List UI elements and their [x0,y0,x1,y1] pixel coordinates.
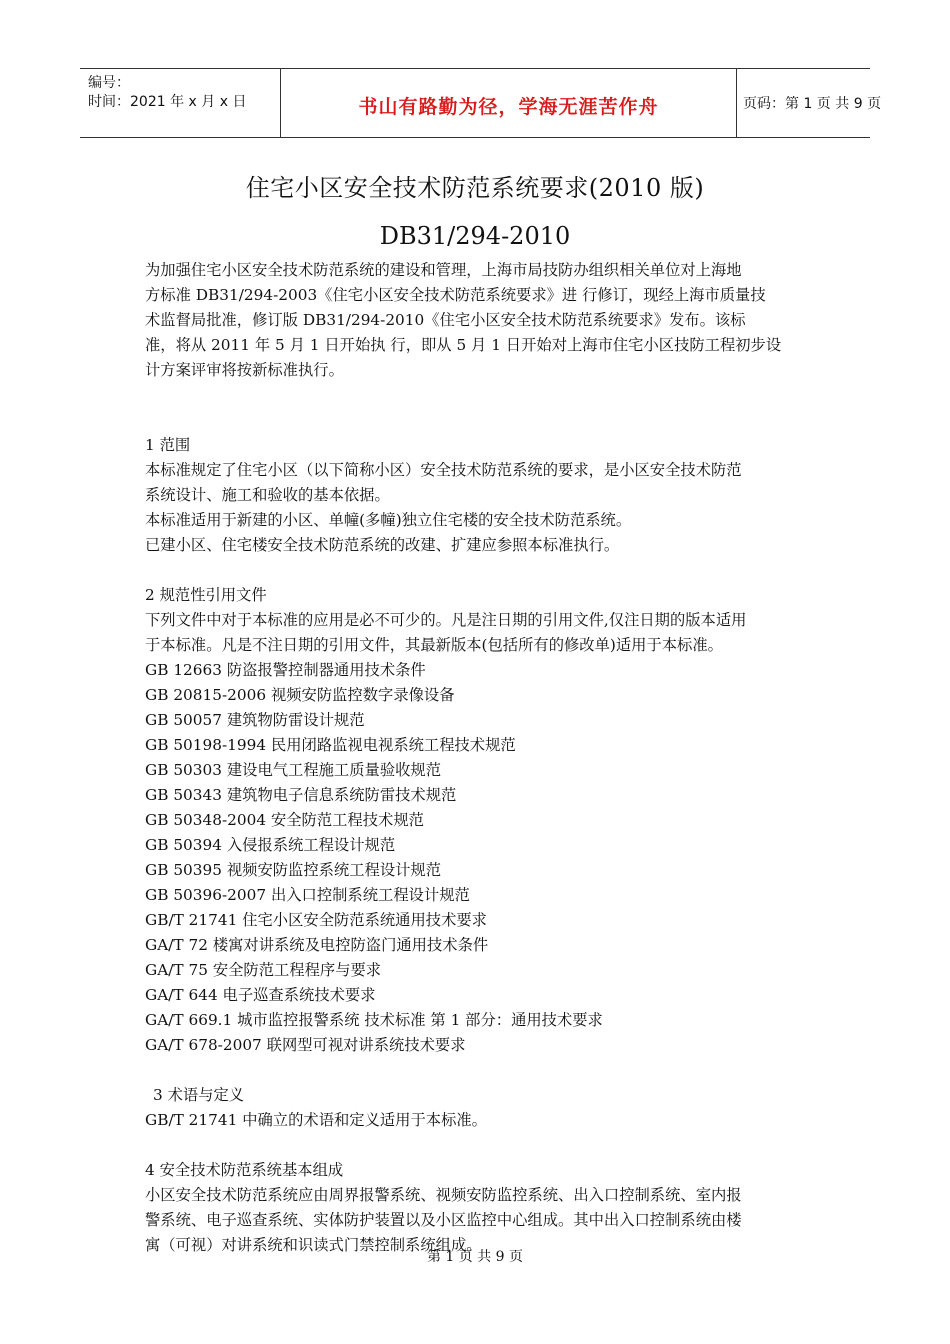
standard-code: DB31/294-2010 [379,222,571,250]
reference-item: GA/T 72 楼寓对讲系统及电控防盗门通用技术条件 [145,936,489,954]
document-header [80,68,882,138]
intro-paragraph [145,258,810,383]
document-title: 住宅小区安全技术防范系统要求(2010 版) [245,174,705,202]
text-line: 为加强住宅小区安全技术防范系统的建设和管理，上海市局技防办组织相关单位对上海地 [145,261,742,279]
text-line: 寓（可视）对讲系统和识读式门禁控制系统组成。 [145,1236,482,1254]
reference-item: GA/T 678-2007 联网型可视对讲系统技术要求 [145,1036,466,1054]
reference-item: GB 12663 防盗报警控制器通用技术条件 [145,661,426,679]
header-page-number: 页码：第 1 页 共 9 页 [743,96,882,112]
header-meta-cell [80,69,280,137]
reference-item: GA/T 644 电子巡查系统技术要求 [145,986,376,1004]
section-composition [145,1158,810,1258]
text-line: 计方案评审将按新标准执行。 [145,361,344,379]
section-references [145,583,810,1058]
reference-item: GB 50396-2007 出入口控制系统工程设计规范 [145,886,470,904]
header-motto-cell [280,69,737,137]
text-line: 小区安全技术防范系统应由周界报警系统、视频安防监控系统、出入口控制系统、室内报 [145,1186,742,1204]
reference-item: GB 50348-2004 安全防范工程技术规范 [145,811,424,829]
text-line: 下列文件中对于本标准的应用是必不可少的。凡是注日期的引用文件,仅注日期的版本适用 [145,611,747,629]
header-motto: 书山有路勤为径，学海无涯苦作舟 [358,96,659,118]
reference-item: GB 20815-2006 视频安防监控数字录像设备 [145,686,455,704]
reference-item: GA/T 75 安全防范工程程序与要求 [145,961,382,979]
text-line: GB/T 21741 中确立的术语和定义适用于本标准。 [145,1111,487,1129]
text-line: 本标准规定了住宅小区（以下简称小区）安全技术防范系统的要求，是小区安全技术防范 [145,461,742,479]
header-number: 编号： [88,75,130,91]
header-time: 时间：2021 年 x 月 x 日 [88,94,247,110]
reference-item: GB 50303 建设电气工程施工质量验收规范 [145,761,442,779]
text-line: 已建小区、住宅楼安全技术防范系统的改建、扩建应参照本标准执行。 [145,536,620,554]
reference-item: GB 50394 入侵报系统工程设计规范 [145,836,396,854]
reference-item: GB 50198-1994 民用闭路监视电视系统工程技术规范 [145,736,516,754]
text-line: 准，将从 2011 年 5 月 1 日开始执 行，即从 5 月 1 日开始对上海市住宅小区技防工程初步设 [145,336,782,354]
text-line: 于本标准。凡是不注日期的引用文件，其最新版本(包括所有的修改单)适用于本标准。 [145,636,723,654]
text-line: 系统设计、施工和验收的基本依据。 [145,486,390,504]
reference-item: GB/T 21741 住宅小区安全防范系统通用技术要求 [145,911,487,929]
section-heading: 4 安全技术防范系统基本组成 [145,1161,344,1179]
section-terms [145,1083,810,1133]
reference-item: GB 50343 建筑物电子信息系统防雷技术规范 [145,786,457,804]
reference-item: GB 50057 建筑物防雷设计规范 [145,711,365,729]
reference-item: GA/T 669.1 城市监控报警系统 技术标准 第 1 部分：通用技术要求 [145,1011,603,1029]
text-line: 术监督局批准，修订版 DB31/294-2010《住宅小区安全技术防范系统要求》发布。该标 [145,311,746,329]
section-heading: 1 范围 [145,436,191,454]
section-heading: 2 规范性引用文件 [145,586,267,604]
text-line: 方标准 DB31/294-2003《住宅小区安全技术防范系统要求》进 行修订，现经上海市质量技 [145,286,766,304]
text-line: 警系统、电子巡查系统、实体防护装置以及小区监控中心组成。其中出入口控制系统由楼 [145,1211,742,1229]
text-line: 本标准适用于新建的小区、单幢(多幢)独立住宅楼的安全技术防范系统。 [145,511,632,529]
section-heading: 3 术语与定义 [153,1086,245,1104]
page-footer: 第 1 页 共 9 页 [426,1249,524,1265]
section-scope [145,433,810,558]
document-body [145,258,810,1258]
reference-item: GB 50395 视频安防监控系统工程设计规范 [145,861,442,879]
header-page-cell [735,69,882,137]
